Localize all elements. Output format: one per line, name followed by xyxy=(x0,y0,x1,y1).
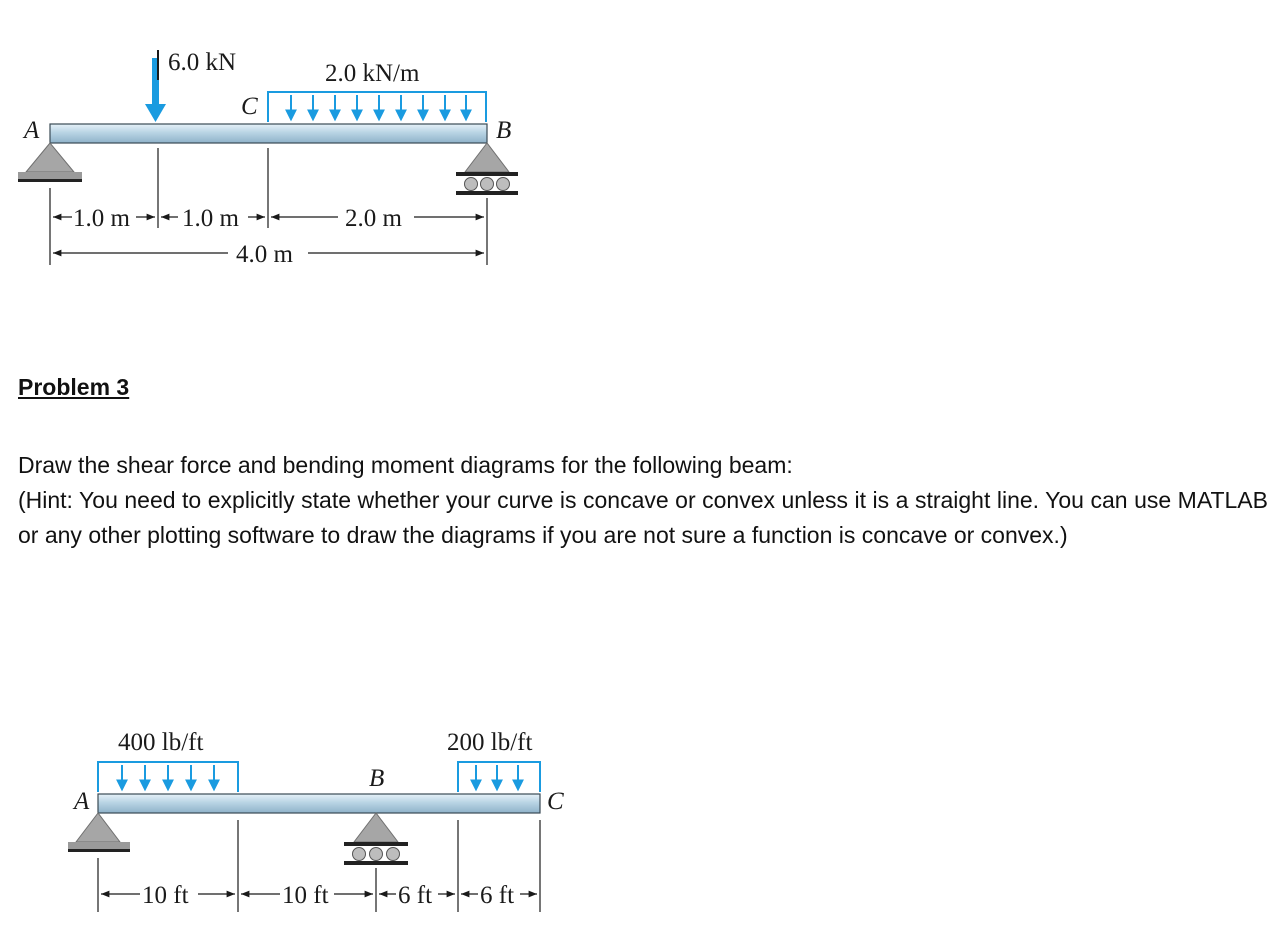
problem-text-hint: (Hint: You need to explicitly state whether your curve is concave or convex unless it is a straight line. You can use MATLAB or any other plotting software to draw the diagrams if you are not sure a function is concave or convex.) xyxy=(18,487,1268,548)
problem-heading: Problem 3 xyxy=(18,374,130,400)
point-load-label: 6.0 kN xyxy=(168,49,237,76)
point-b-label-2: B xyxy=(369,765,385,792)
point-c-label: C xyxy=(241,93,258,120)
dim-label-1: 1.0 m xyxy=(73,205,130,232)
pin-support-a xyxy=(18,143,82,182)
distributed-load-1 xyxy=(268,92,486,122)
beam-1 xyxy=(50,124,487,143)
load-left-label: 400 lb/ft xyxy=(118,729,204,756)
dim-label-2: 1.0 m xyxy=(182,205,239,232)
beam-figure-1 xyxy=(0,0,1282,300)
point-c-label-2: C xyxy=(547,788,564,815)
distributed-load-right xyxy=(458,762,540,792)
problem-statement xyxy=(18,448,1268,553)
roller-support-b xyxy=(456,143,518,195)
beam-figure-2 xyxy=(0,700,1282,946)
roller-support-b-2 xyxy=(344,813,408,865)
dim-label-2-4: 6 ft xyxy=(480,882,515,909)
distributed-load-left xyxy=(98,762,238,792)
dim-label-2-1: 10 ft xyxy=(142,882,189,909)
dim-label-3: 2.0 m xyxy=(345,205,402,232)
point-load-arrow xyxy=(145,50,166,122)
dim-label-2-3: 6 ft xyxy=(398,882,433,909)
dim-label-total: 4.0 m xyxy=(236,241,293,268)
beam-2 xyxy=(98,794,540,813)
problem-text-line-1: Draw the shear force and bending moment diagrams for the following beam: xyxy=(18,452,793,478)
distributed-load-label: 2.0 kN/m xyxy=(325,60,420,87)
load-right-label: 200 lb/ft xyxy=(447,729,533,756)
point-a-label-2: A xyxy=(74,788,90,815)
point-a-label: A xyxy=(24,117,40,144)
dim-label-2-2: 10 ft xyxy=(282,882,329,909)
point-b-label: B xyxy=(496,117,512,144)
pin-support-a-2 xyxy=(68,813,130,852)
